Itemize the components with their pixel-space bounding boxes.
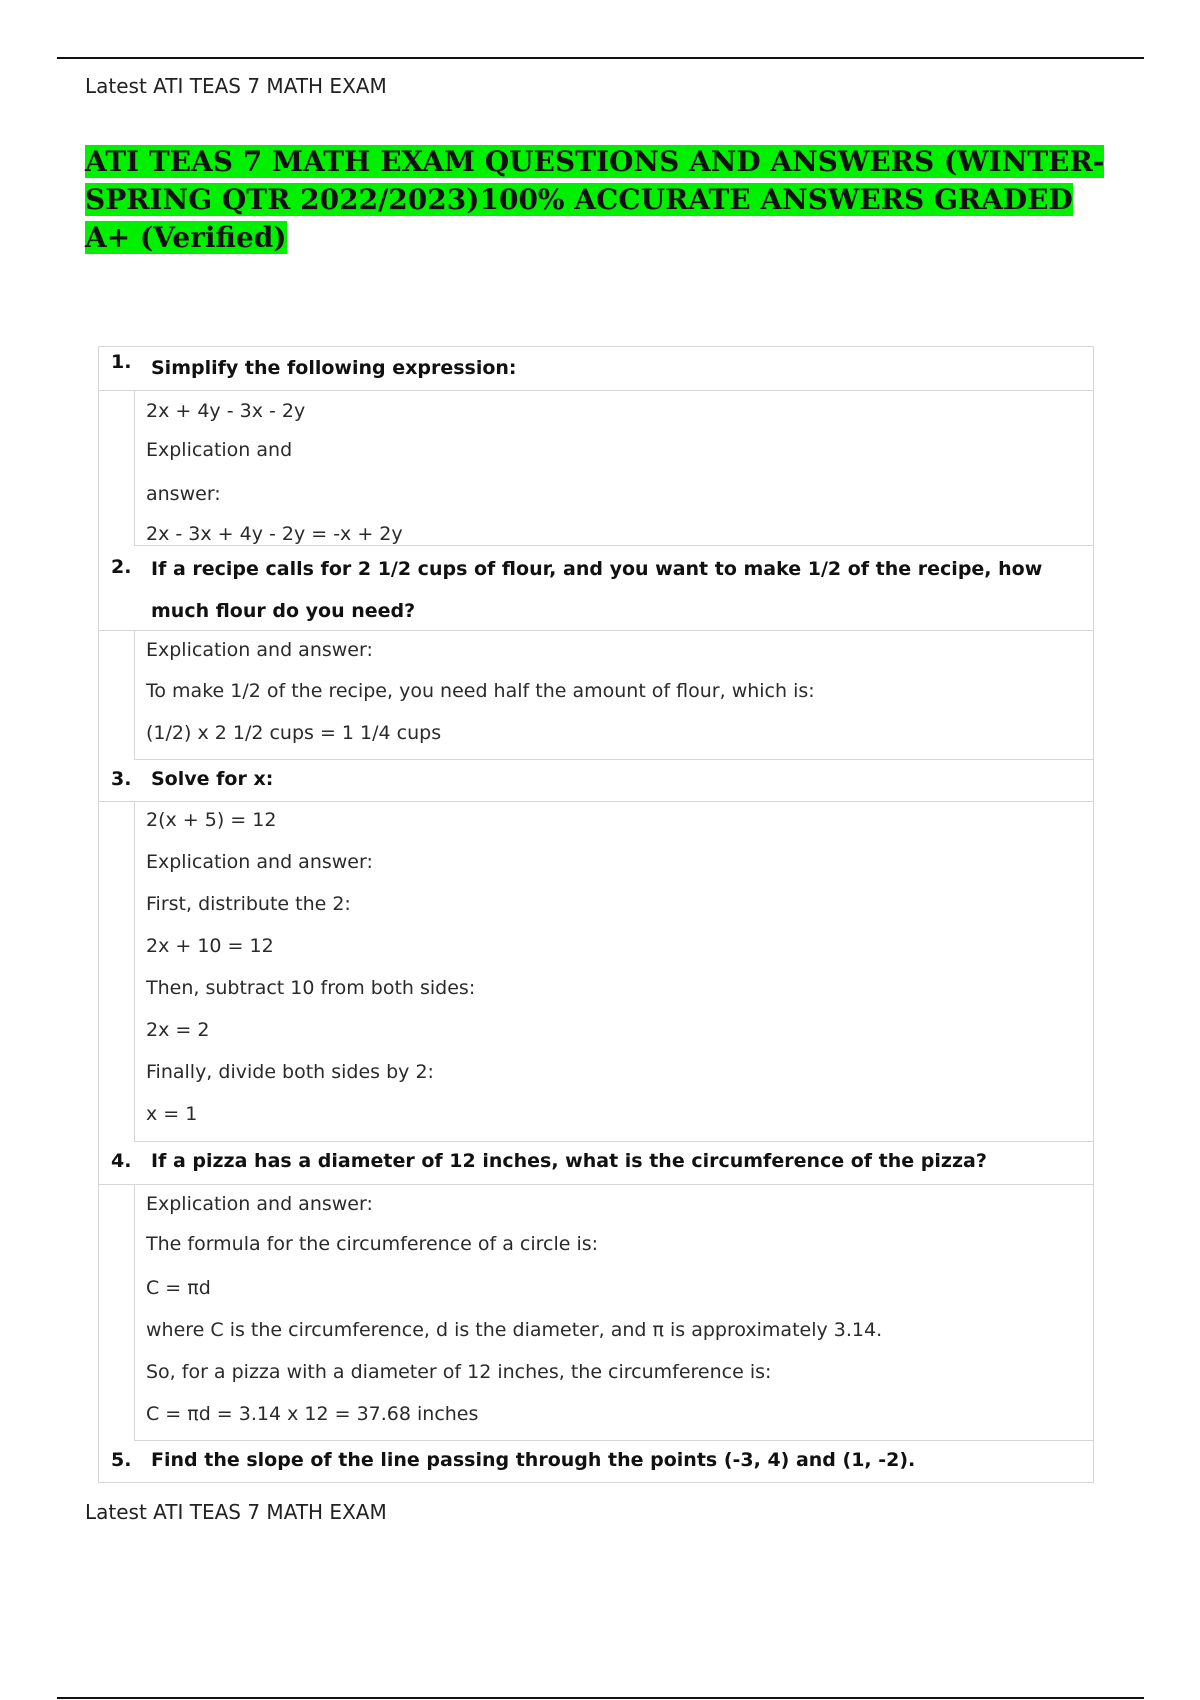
answer-line: 2(x + 5) = 12 <box>146 809 277 831</box>
header-rule <box>57 57 1144 59</box>
answer-line: Explication and <box>146 439 293 461</box>
answer-line: Explication and answer: <box>146 1193 373 1215</box>
question-number: 4. <box>111 1150 132 1172</box>
running-footer: Latest ATI TEAS 7 MATH EXAM <box>85 1500 387 1524</box>
answer-line: (1/2) x 2 1/2 cups = 1 1/4 cups <box>146 722 442 744</box>
document-title <box>85 143 1125 257</box>
question-text: If a pizza has a diameter of 12 inches, what is the circumference of the pizza? <box>151 1150 987 1172</box>
question-text: Simplify the following expression: <box>151 357 517 379</box>
question-row-2 <box>99 546 1093 631</box>
question-number: 2. <box>111 556 132 578</box>
answer-line: 2x - 3x + 4y - 2y = -x + 2y <box>146 523 403 545</box>
question-number: 3. <box>111 768 132 790</box>
answer-line: So, for a pizza with a diameter of 12 inches, the circumference is: <box>146 1361 772 1383</box>
answer-cell-4 <box>134 1185 1093 1441</box>
answer-line: Explication and answer: <box>146 851 373 873</box>
question-text: Find the slope of the line passing through the points (-3, 4) and (1, -2). <box>151 1449 916 1471</box>
answer-cell-3 <box>134 802 1093 1142</box>
answer-line: C = πd <box>146 1277 211 1299</box>
answer-line: 2x + 4y - 3x - 2y <box>146 400 306 422</box>
question-row-5 <box>99 1441 1093 1482</box>
question-text: Solve for x: <box>151 768 274 790</box>
footer-rule <box>57 1697 1144 1699</box>
answer-line: C = πd = 3.14 x 12 = 37.68 inches <box>146 1403 479 1425</box>
question-row-1 <box>99 347 1093 391</box>
answer-line: First, distribute the 2: <box>146 893 351 915</box>
qa-table <box>98 346 1094 1483</box>
answer-cell-2 <box>134 631 1093 760</box>
question-number: 5. <box>111 1449 132 1471</box>
answer-line: To make 1/2 of the recipe, you need half the amount of flour, which is: <box>146 680 815 702</box>
question-text: If a recipe calls for 2 1/2 cups of flour, and you want to make 1/2 of the recipe, how much flour do you need? <box>151 558 1043 622</box>
answer-line: x = 1 <box>146 1103 198 1125</box>
question-number: 1. <box>111 351 132 373</box>
answer-line: answer: <box>146 483 221 505</box>
answer-line: Explication and answer: <box>146 639 373 661</box>
question-row-3 <box>99 760 1093 802</box>
running-header: Latest ATI TEAS 7 MATH EXAM <box>85 74 387 98</box>
answer-line: 2x = 2 <box>146 1019 210 1041</box>
answer-cell-1 <box>134 391 1093 546</box>
answer-line: Then, subtract 10 from both sides: <box>146 977 476 999</box>
answer-line: Finally, divide both sides by 2: <box>146 1061 434 1083</box>
answer-line: 2x + 10 = 12 <box>146 935 274 957</box>
question-row-4 <box>99 1142 1093 1185</box>
answer-line: The formula for the circumference of a circle is: <box>146 1233 599 1255</box>
answer-line: where C is the circumference, d is the diameter, and π is approximately 3.14. <box>146 1319 883 1341</box>
title-highlight: ATI TEAS 7 MATH EXAM QUESTIONS AND ANSWERS (WINTER-SPRING QTR 2022/2023)100% ACCURATE ANSWERS GRADED A+ (Verified) <box>85 145 1105 254</box>
